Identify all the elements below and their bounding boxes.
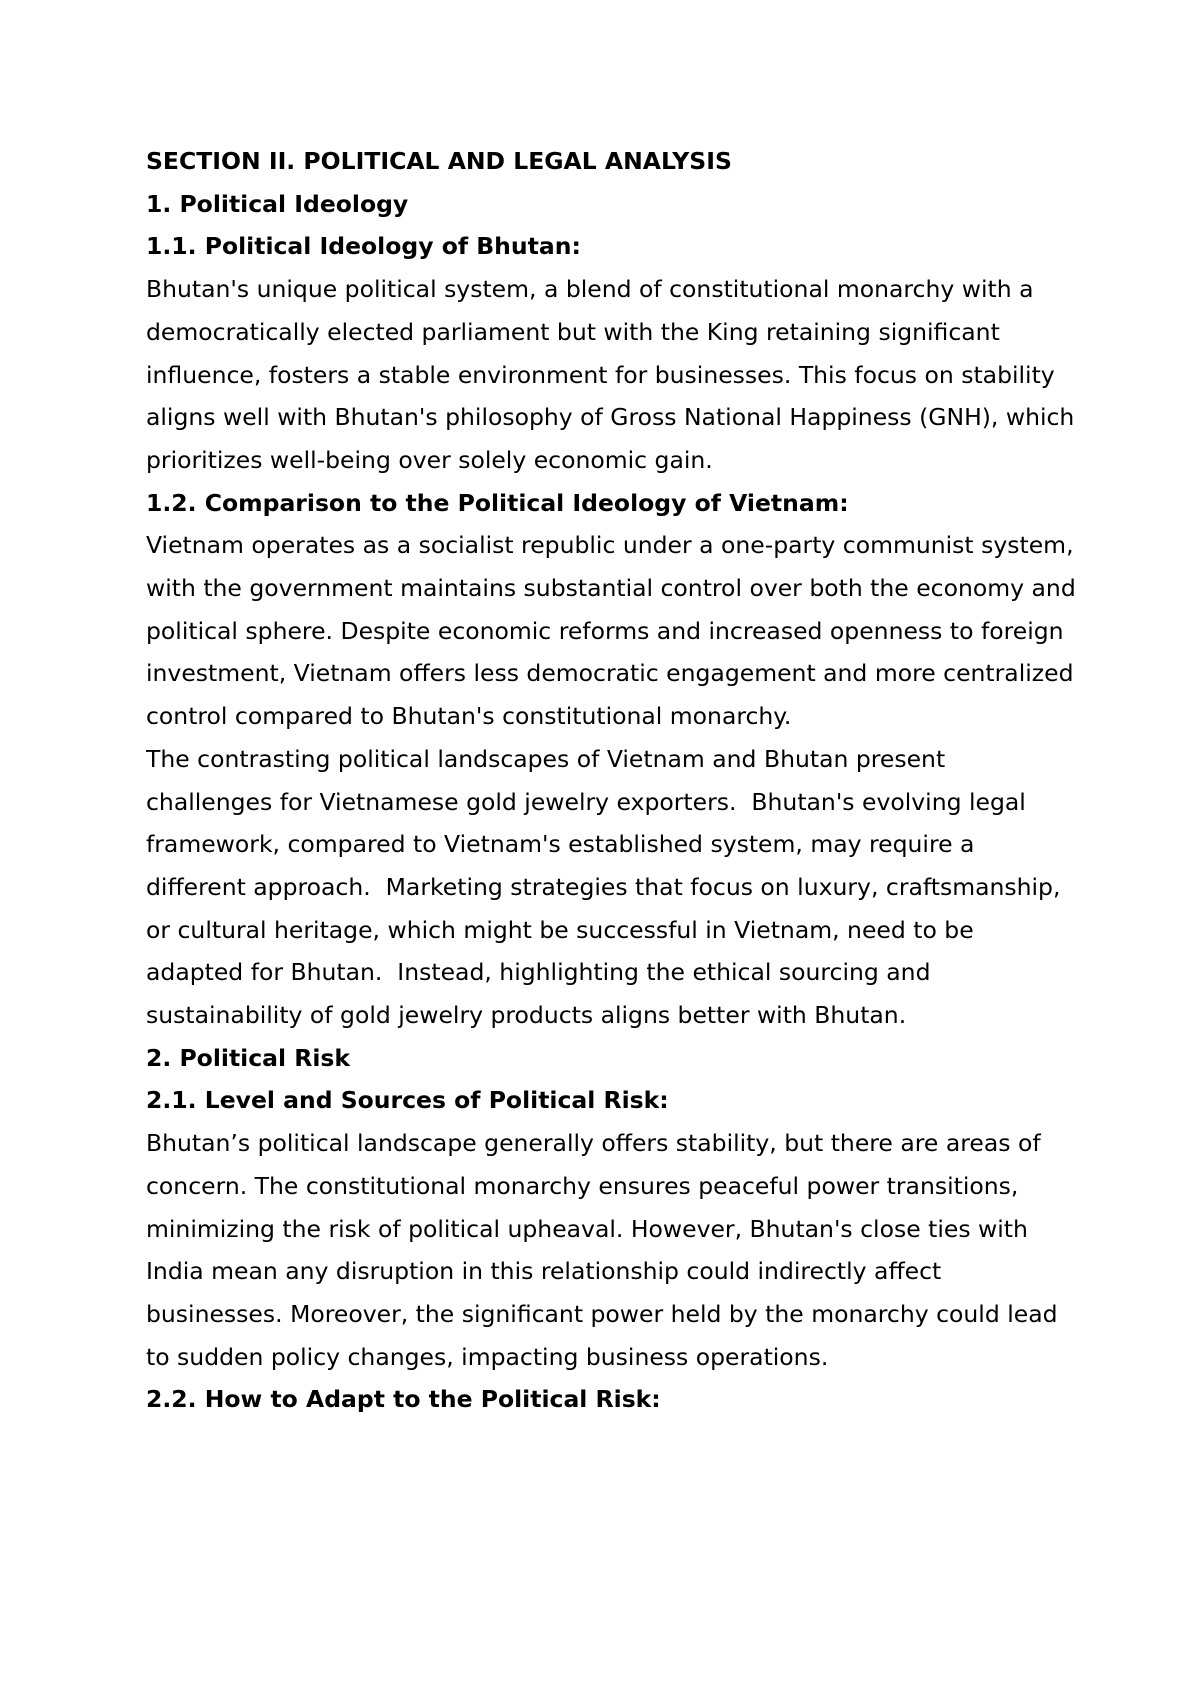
heading-political-ideology: 1. Political Ideology <box>146 189 409 218</box>
paragraph-contrasting-landscapes: The contrasting political landscapes of Vietnam and Bhutan present challenges for Vietnamese gold jewelry exporters. Bhutan's evolving legal framework, compared to Vietnam's established system, may require a different approach. Marketing strategies that focus on luxury, craftsmanship, or cultural heritage, which might be successful in Vietnam, need to be adapted for Bhutan. Instead, highlighting the ethical sourcing and sustainability of gold jewelry products aligns better with Bhutan. <box>146 744 1068 1030</box>
heading-adapt-risk: 2.2. How to Adapt to the Political Risk: <box>146 1385 661 1414</box>
paragraph-political-risk: Bhutan’s political landscape generally offers stability, but there are areas of concern. The constitutional monarchy ensures peaceful power transitions, minimizing the risk of political upheaval. However, Bhutan's close ties with India mean any disruption in this relationship could indirectly affect businesses. Moreover, the significant power held by the monarchy could lead to sudden policy changes, impacting business operations. <box>146 1129 1066 1371</box>
document-body <box>146 140 1084 1421</box>
heading-level-sources: 2.1. Level and Sources of Political Risk: <box>146 1086 669 1115</box>
heading-political-risk: 2. Political Risk <box>146 1043 351 1072</box>
paragraph-vietnam-ideology: Vietnam operates as a socialist republic under a one-party communist system, with the government maintains substantial control over both the economy and political sphere. Despite economic reforms and increased openness to foreign investment, Vietnam offers less democratic engagement and more centralized control compared to Bhutan's constitutional monarchy. <box>146 531 1084 731</box>
heading-comparison-vietnam: 1.2. Comparison to the Political Ideology of Vietnam: <box>146 488 849 517</box>
heading-ideology-bhutan: 1.1. Political Ideology of Bhutan: <box>146 232 581 261</box>
section-title: SECTION II. POLITICAL AND LEGAL ANALYSIS <box>146 147 732 175</box>
paragraph-bhutan-ideology: Bhutan's unique political system, a blend of constitutional monarchy with a democratically elected parliament but with the King retaining significant influence, fosters a stable environment for businesses. This focus on stability aligns well with Bhutan's philosophy of Gross National Happiness (GNH), which prioritizes well-being over solely economic gain. <box>146 275 1082 474</box>
